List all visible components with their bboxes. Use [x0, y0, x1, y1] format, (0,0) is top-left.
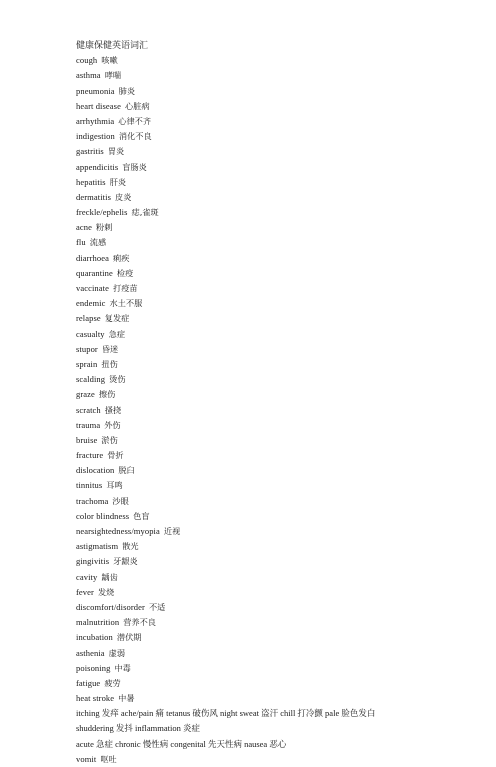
- entry-chinese: 痣,雀斑: [131, 207, 159, 218]
- entry-chinese: 痢疾: [113, 252, 130, 263]
- entry-english: scalding: [76, 374, 106, 385]
- vocabulary-entry: [76, 585, 436, 600]
- vocabulary-entry: [76, 311, 436, 326]
- entry-chinese: 不适: [148, 601, 166, 612]
- entry-english: color blindness: [76, 510, 130, 521]
- vocabulary-entry: [76, 418, 436, 433]
- entry-english: appendicitis: [76, 161, 119, 172]
- entry-english: flu: [76, 237, 86, 248]
- entry-english: malnutrition: [76, 617, 120, 628]
- vocabulary-entry: [76, 494, 436, 509]
- entry-chinese: 虚弱: [108, 647, 126, 658]
- entry-english: acne: [76, 222, 92, 233]
- entry-chinese: 盲肠炎: [122, 161, 147, 172]
- entry-chinese: 外伤: [104, 419, 121, 430]
- entry-chinese: 中毒: [114, 662, 131, 673]
- vocabulary-entry: [76, 615, 436, 630]
- entry-chinese: 散光: [122, 541, 139, 552]
- vocabulary-entry: [76, 448, 436, 463]
- vocabulary-entry: [76, 190, 436, 205]
- vocabulary-entry: [76, 342, 436, 357]
- entry-english: arrhythmia: [76, 115, 115, 126]
- entry-english: scratch: [76, 404, 101, 415]
- entry-english: gastritis: [76, 146, 104, 157]
- entry-english: stupor: [76, 343, 98, 354]
- entry-english: tinnitus: [76, 480, 103, 491]
- vocabulary-entry: [76, 296, 436, 311]
- vocabulary-entry: [76, 266, 436, 281]
- entry-chinese: 皮炎: [115, 191, 132, 202]
- entry-chinese: 擦伤: [98, 389, 116, 400]
- vocabulary-entry: [76, 53, 436, 68]
- document-content: [76, 38, 436, 767]
- entry-chinese: 急症: [108, 328, 126, 339]
- entry-english: asthenia: [76, 647, 105, 658]
- entry-english: cough: [76, 55, 98, 66]
- vocabulary-list: [76, 53, 436, 706]
- vocabulary-entry: [76, 68, 436, 83]
- entry-english: asthma: [76, 70, 101, 81]
- vocabulary-entry: [76, 84, 436, 99]
- entry-english: indigestion: [76, 131, 115, 142]
- entry-english: poisoning: [76, 662, 111, 673]
- vocabulary-entry: [76, 539, 436, 554]
- vocabulary-entry: [76, 570, 436, 585]
- entry-chinese: 打疫苗: [113, 283, 138, 293]
- vocabulary-entry: [76, 403, 436, 418]
- entry-english: nearsightedness/myopia: [76, 526, 160, 536]
- vocabulary-entry: [76, 661, 436, 676]
- vocabulary-entry: [76, 691, 436, 706]
- entry-english: fever: [76, 586, 94, 597]
- vocabulary-entry: [76, 478, 436, 493]
- entry-english: trachoma: [76, 495, 109, 506]
- vocabulary-entry: [76, 372, 436, 387]
- entry-english: gingivitis: [76, 556, 110, 567]
- entry-chinese: 哮喘: [104, 70, 122, 81]
- vocabulary-entry: [76, 509, 436, 524]
- vocabulary-entry: [76, 235, 436, 250]
- vocabulary-entry: [76, 463, 436, 478]
- entry-english: discomfort/disorder: [76, 601, 145, 612]
- entry-chinese: 中暑: [118, 693, 135, 704]
- entry-chinese: 检疫: [116, 267, 134, 278]
- entry-chinese: 心律不齐: [118, 115, 152, 126]
- vocabulary-entry: [76, 554, 436, 569]
- entry-chinese: 疲劳: [104, 677, 121, 688]
- entry-chinese: 龋齿: [101, 571, 118, 582]
- entry-english: bruise: [76, 434, 98, 445]
- entry-english: vaccinate: [76, 283, 109, 293]
- entry-chinese: 营养不良: [123, 617, 156, 628]
- entry-english: pneumonia: [76, 85, 115, 96]
- vocabulary-entry: [76, 175, 436, 190]
- vocabulary-entry: [76, 144, 436, 159]
- entry-english: trauma: [76, 419, 101, 430]
- vocabulary-entry: [76, 99, 436, 114]
- entry-english: astigmatism: [76, 541, 119, 552]
- entry-english: hepatitis: [76, 176, 106, 187]
- entry-english: casualty: [76, 328, 105, 339]
- entry-chinese: 胃炎: [107, 146, 125, 157]
- entry-english: diarrhoea: [76, 252, 109, 263]
- entry-english: vomit: [76, 753, 97, 764]
- vocabulary-paragraph-2: acute 急症 chronic 慢性病 congenital 先天性病 nausea 恶心: [76, 738, 287, 749]
- entry-chinese: 肺炎: [118, 85, 136, 96]
- vocabulary-entry: [76, 129, 436, 144]
- entry-chinese: 骨折: [107, 450, 124, 461]
- entry-chinese: 复发症: [104, 313, 130, 324]
- vocabulary-entry: [76, 676, 436, 691]
- vocabulary-entry: [76, 251, 436, 266]
- entry-english: dislocation: [76, 465, 115, 476]
- entry-chinese: 近视: [163, 526, 181, 536]
- entry-english: sprain: [76, 358, 98, 369]
- vocabulary-entry: [76, 205, 436, 220]
- entry-chinese: 潜伏期: [116, 632, 142, 643]
- entry-chinese: 脱臼: [118, 465, 135, 476]
- document-title: 健康保健英语词汇: [76, 40, 149, 50]
- vocabulary-entry-last: [76, 752, 436, 767]
- entry-english: freckle/ephelis: [76, 207, 128, 218]
- entry-english: heat stroke: [76, 693, 115, 704]
- entry-chinese: 昏迷: [101, 343, 119, 354]
- entry-chinese: 发烧: [97, 586, 115, 597]
- entry-chinese: 呕吐: [100, 753, 117, 764]
- entry-english: heart disease: [76, 100, 121, 111]
- entry-english: quarantine: [76, 267, 113, 278]
- entry-chinese: 耳鸣: [106, 480, 123, 491]
- entry-english: cavity: [76, 571, 98, 582]
- entry-english: fatigue: [76, 677, 101, 688]
- vocabulary-entry: [76, 630, 436, 645]
- vocabulary-entry: [76, 220, 436, 235]
- entry-chinese: 扭伤: [101, 358, 118, 369]
- entry-chinese: 心脏病: [124, 100, 150, 111]
- entry-chinese: 粉刺: [95, 222, 113, 233]
- entry-english: fracture: [76, 450, 104, 461]
- entry-chinese: 牙龈炎: [113, 556, 138, 567]
- entry-chinese: 淤伤: [101, 434, 118, 445]
- entry-english: endemic: [76, 298, 106, 309]
- vocabulary-paragraph-1: itching 发痒 ache/pain 痛 tetanus 破伤风 night sweat 盗汗 chill 打冷颤 pale 脸色发白 shuddering 发抖 inflammation 炎症: [76, 708, 376, 734]
- vocabulary-entry: [76, 327, 436, 342]
- vocabulary-entry: [76, 160, 436, 175]
- entry-chinese: 色盲: [133, 510, 150, 521]
- vocabulary-entry: [76, 114, 436, 129]
- entry-chinese: 水土不服: [109, 298, 143, 309]
- entry-english: dermatitis: [76, 191, 111, 202]
- vocabulary-entry: [76, 357, 436, 372]
- vocabulary-entry: [76, 524, 436, 539]
- entry-chinese: 烫伤: [109, 374, 126, 385]
- vocabulary-entry: [76, 281, 436, 296]
- vocabulary-entry: [76, 600, 436, 615]
- vocabulary-entry: [76, 433, 436, 448]
- entry-english: graze: [76, 389, 95, 400]
- entry-chinese: 搔挠: [104, 404, 122, 415]
- entry-english: incubation: [76, 632, 113, 643]
- entry-english: relapse: [76, 313, 101, 324]
- vocabulary-entry: [76, 646, 436, 661]
- entry-chinese: 咳嗽: [101, 55, 118, 66]
- entry-chinese: 流感: [89, 237, 107, 248]
- vocabulary-entry: [76, 387, 436, 402]
- entry-chinese: 肝炎: [109, 176, 127, 187]
- entry-chinese: 沙眼: [112, 495, 129, 506]
- entry-chinese: 消化不良: [118, 131, 152, 142]
